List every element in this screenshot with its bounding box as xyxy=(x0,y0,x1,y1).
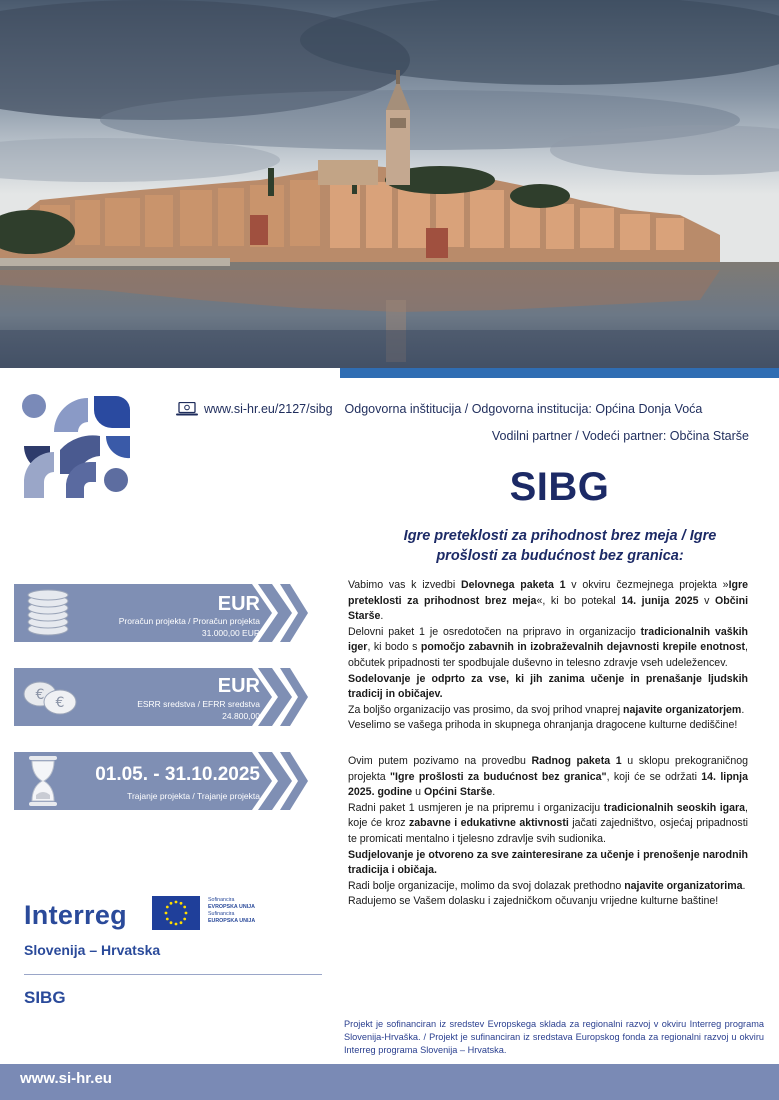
hero-photo xyxy=(0,0,779,368)
page-subtitle: Igre preteklosti za prihodnost brez meja / Igre prošlosti za budućnost bez granica: xyxy=(403,528,717,564)
budget-currency: EUR xyxy=(217,593,260,615)
hr-paragraph-3: Sudjelovanje je otvoreno za sve zainteresirane za učenje i prenošenje narodnih tradicija i običaja. xyxy=(348,848,748,877)
divider xyxy=(24,974,322,975)
project-website-link[interactable]: www.si-hr.eu/2127/sibg xyxy=(204,402,333,416)
budget-banner xyxy=(14,584,308,642)
computer-icon xyxy=(176,402,198,416)
project-logo xyxy=(20,392,132,500)
hr-paragraph-2: Radni paket 1 usmjeren je na pripremu i organizaciju tradicionalnih seoskih igara, koje će kroz zabavne i edukativne aktivnosti jačati zajedništvo, osjećaj pripadnosti te promicati mentalno i tjelesno zdravlje svih sudionika. xyxy=(348,801,749,845)
interreg-wordmark: Interreg xyxy=(24,900,127,930)
si-paragraph-2: Delovni paket 1 je osredotočen na pripravo in organizacijo tradicionalnih vaških iger, ki bodo s pomočjo zabavnih in izobraževalnih dejavnosti krepile enotnost, občutek pripadnosti ter spodbujale duševno in telesno zdravje vseh udeležencev. xyxy=(348,625,748,669)
invitation-text xyxy=(348,578,748,910)
euro-coins-icon xyxy=(20,678,80,718)
coin-stack-icon xyxy=(24,589,72,637)
si-paragraph-4: Za boljšo organizacijo vas prosimo, da svoj prihod vnaprej najavite organizatorjem. xyxy=(348,703,745,716)
footer-website-link[interactable]: www.si-hr.eu xyxy=(20,1070,112,1087)
budget-value: 31.000,00 EUR xyxy=(201,628,260,638)
hourglass-icon xyxy=(28,755,58,807)
erdf-value: 24.800,00 xyxy=(222,711,260,721)
erdf-currency: EUR xyxy=(217,675,260,697)
duration-banner xyxy=(14,752,308,810)
hr-paragraph-4: Radi bolje organizacije, molimo da svoj dolazak prethodno najavite organizatorima. xyxy=(348,879,746,892)
project-acronym: SIBG xyxy=(24,988,66,1007)
hr-paragraph-1: Ovim putem pozivamo na provedbu Radnog paketa 1 u sklopu prekograničnog projekta "Igre prošlosti za budućnost bez granica", koji će se održati 14. lipnja 2025. godine u Općini Starše. xyxy=(348,754,748,799)
erdf-banner xyxy=(14,668,308,726)
page-title: SIBG xyxy=(509,465,610,509)
svg-text:€: € xyxy=(35,687,45,703)
duration-label: Trajanje projekta / Trajanje projekta xyxy=(127,791,260,801)
hero-accent-band xyxy=(340,368,779,378)
duration-dates: 01.05. - 31.10.2025 xyxy=(95,764,260,785)
svg-text:€: € xyxy=(55,695,65,711)
header-info-row xyxy=(176,402,702,416)
footer-bar xyxy=(0,1064,779,1100)
si-paragraph-5: Veselimo se vašega prihoda in skupnega ohranjanja dragocene kulturne dediščine! xyxy=(348,719,738,732)
eu-cofinancing-text: Sofinancira EVROPSKA UNIJA Sufinancira EUROPSKA UNIJA xyxy=(208,897,256,924)
programme-region: Slovenija – Hrvatska xyxy=(24,942,161,958)
hr-paragraph-5: Radujemo se Vašem dolasku i zajedničkom očuvanju vrijedne kulturne baštine! xyxy=(348,895,719,908)
erdf-label: ESRR sredstva / EFRR sredstva xyxy=(137,699,260,709)
interreg-logo-block xyxy=(14,884,324,1024)
eu-flag-icon xyxy=(152,896,200,930)
lead-partner: Vodilni partner / Vodeći partner: Občina Starše xyxy=(491,429,749,443)
funding-note: Projekt je sofinanciran iz sredstev Evropskega sklada za regionalni razvoj v okviru Interreg programa Slovenija-Hrvaška. / Projekt je sufinanciran iz sredstava Europskog fonda za regionalni razvoj u okviru Interreg programa Slovenija – Hrvatska. xyxy=(344,1019,764,1055)
budget-label: Proračun projekta / Proračun projekta xyxy=(118,616,260,626)
si-paragraph-1: Vabimo vas k izvedbi Delovnega paketa 1 v okviru čezmejnega projekta »Igre preteklosti za prihodnost brez meja«, ki bo potekal 14. junija 2025 v Občini Starše. xyxy=(348,579,749,623)
si-paragraph-3: Sodelovanje je odprto za vse, ki jih zanima učenje in prenašanje ljudskih tradicij in običajev. xyxy=(348,672,748,701)
responsible-institution: Odgovorna inštitucija / Odgovorna institucija: Općina Donja Voća xyxy=(344,402,703,416)
